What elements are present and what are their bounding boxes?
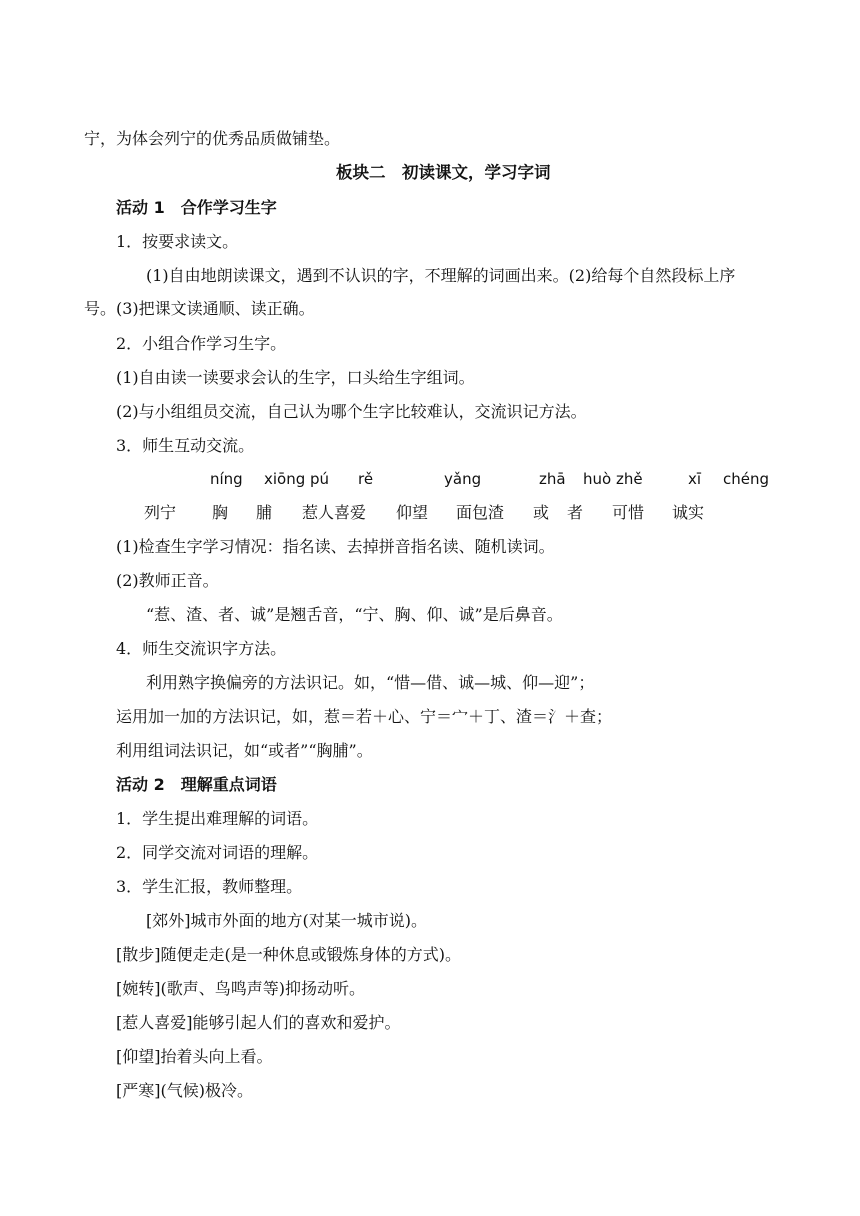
activity1-step2-b: (2)与小组组员交流，自己认为哪个生字比较难认，交流识记方法。 [116,402,587,421]
pinyin-huozhe: huò zhě [583,470,643,488]
activity1-step1-detail-b: 号。(3)把课文读通顺、读正确。 [84,299,315,318]
word-yangwang: 仰望 [396,503,429,522]
pinyin-zha: zhā [539,470,566,488]
activity1-title: 活动 1 合作学习生字 [116,198,277,217]
definition-item: [仰望]抬着头向上看。 [116,1047,273,1066]
activity1-step3: 3．师生互动交流。 [116,436,255,455]
definition-item: [散步]随便走走(是一种休息或锻炼身体的方式)。 [116,945,461,964]
activity1-step3-b: (2)教师正音。 [116,571,219,590]
definition-item: [郊外]城市外面的地方(对某一城市说)。 [146,911,427,930]
word-zhe: 者 [567,503,584,522]
word-liening: 列宁 [144,503,177,522]
continuation-line: 宁，为体会列宁的优秀品质做铺垫。 [84,129,341,148]
activity1-step2-a: (1)自由读一读要求会认的生字，口头给生字组词。 [116,368,475,387]
activity1-step1-detail-a: (1)自由地朗读课文，遇到不认识的字，不理解的词画出来。(2)给每个自然段标上序 [146,266,736,285]
activity2-step2: 2．同学交流对词语的理解。 [116,843,319,862]
word-huo: 或 [533,503,550,522]
definition-item: [惹人喜爱]能够引起人们的喜欢和爱护。 [116,1013,401,1032]
definition-item: [严寒](气候)极冷。 [116,1081,253,1100]
activity1-step2: 2．小组合作学习生字。 [116,334,287,353]
word-pu: 脯 [256,503,273,522]
activity1-step4: 4．师生交流识字方法。 [116,639,287,658]
pinyin-re: rě [358,470,374,488]
activity2-step1: 1．学生提出难理解的词语。 [116,809,319,828]
activity1-step4-a: 利用熟字换偏旁的方法识记。如，“惜—借、诚—城、仰—迎”； [146,673,595,692]
pinyin-yang: yǎng [444,470,482,488]
activity2-title: 活动 2 理解重点词语 [116,775,277,794]
activity2-step3: 3．学生汇报，教师整理。 [116,877,303,896]
activity1-step3-b-detail: “惹、渣、者、诚”是翘舌音，“宁、胸、仰、诚”是后鼻音。 [146,605,563,624]
word-kexi: 可惜 [612,503,645,522]
activity1-step4-b: 运用加一加的方法识记，如，惹＝若＋心、宁＝宀＋丁、渣＝氵＋查； [116,707,613,726]
word-chengshi: 诚实 [672,503,705,522]
pinyin-xiongpu: xiōng pú [264,470,330,488]
section-title: 板块二 初读课文，学习字词 [336,163,551,182]
pinyin-xi: xī [688,470,702,488]
activity1-step4-c: 利用组词法识记，如“或者”“胸脯”。 [116,741,373,760]
pinyin-cheng: chéng [723,470,770,488]
pinyin-ning: níng [210,470,243,488]
activity1-step1: 1．按要求读文。 [116,232,239,251]
definition-item: [婉转](歌声、鸟鸣声等)抑扬动听。 [116,979,365,998]
word-rerenxiai: 惹人喜爱 [302,503,367,522]
word-xiong: 胸 [212,503,229,522]
activity1-step3-a: (1)检查生字学习情况：指名读、去掉拼音指名读、随机读词。 [116,537,555,556]
word-mianbaozha: 面包渣 [456,503,505,522]
